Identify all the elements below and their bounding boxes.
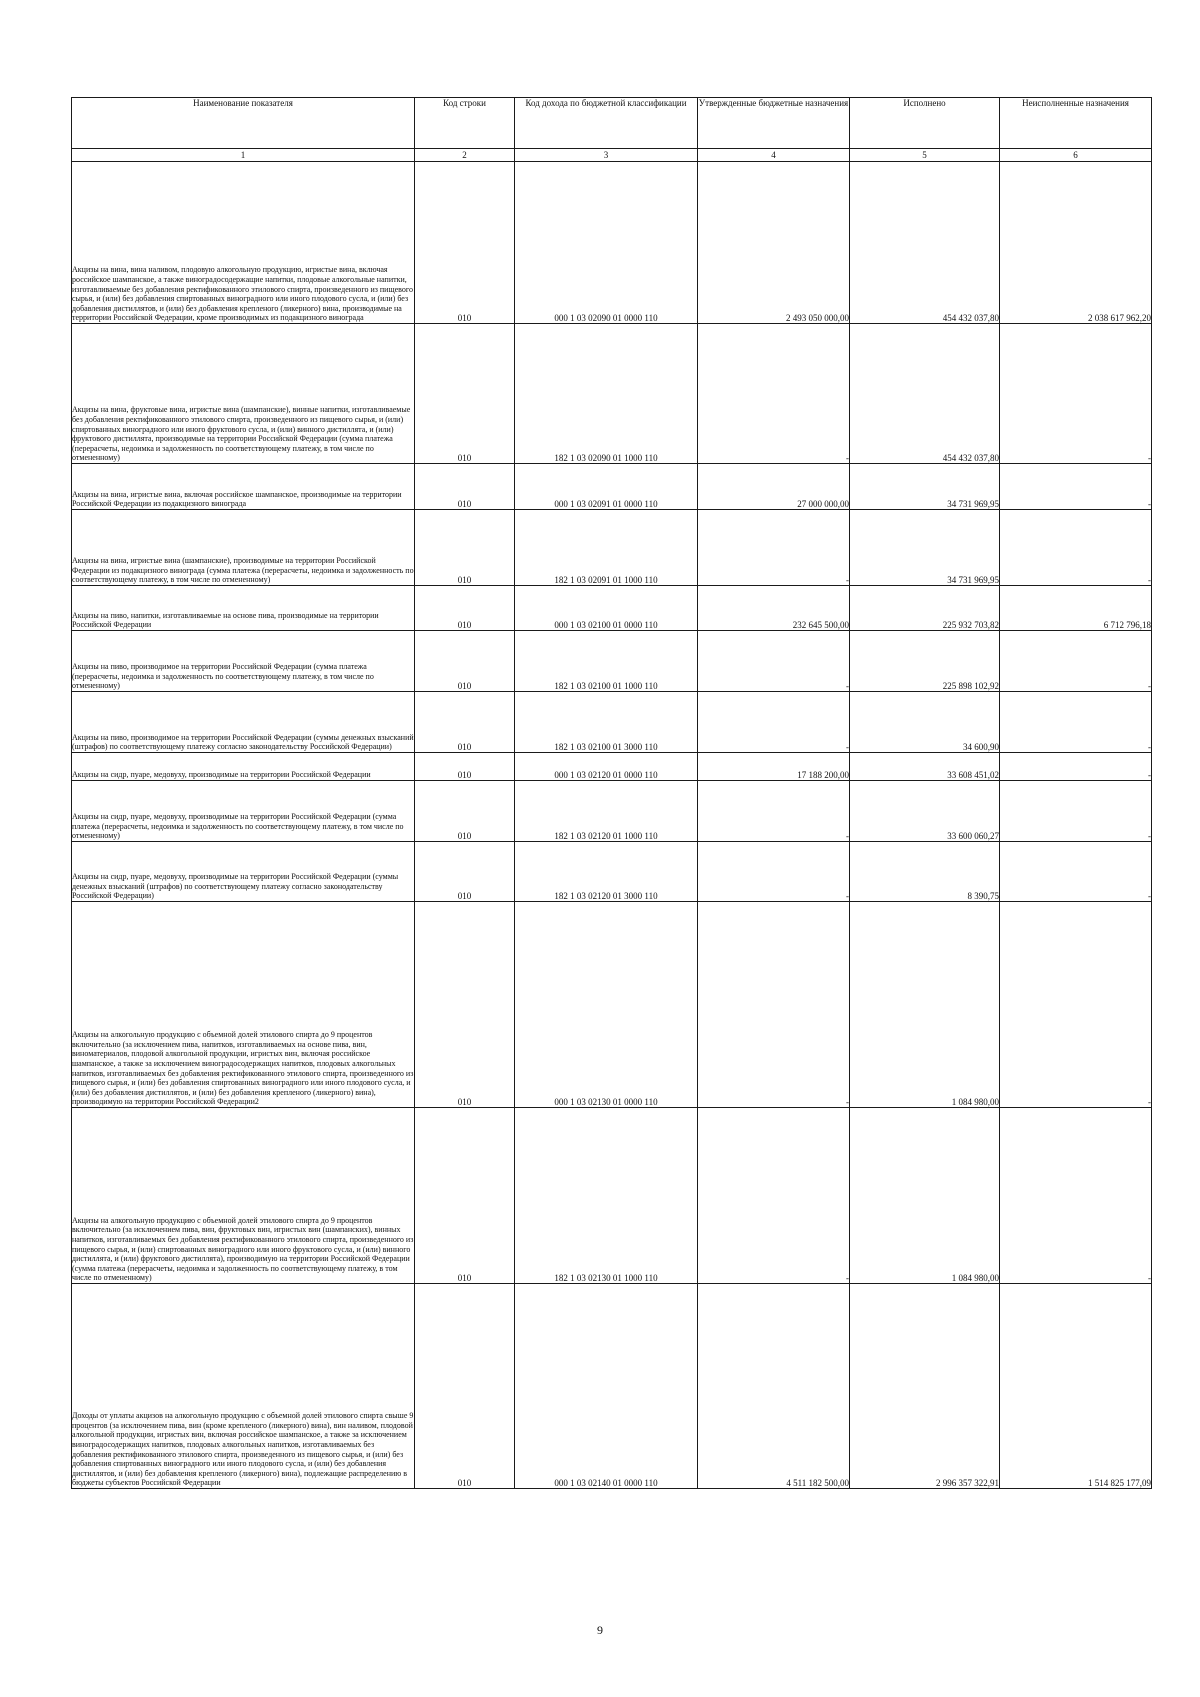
income-code: 000 1 03 02120 01 0000 110 [515,753,698,781]
unexecuted-amount: 1 514 825 177,09 [1000,1284,1152,1489]
income-code: 182 1 03 02091 01 1000 110 [515,510,698,586]
approved-amount: - [698,902,850,1108]
column-number: 6 [1000,149,1152,162]
income-code: 182 1 03 02130 01 1000 110 [515,1108,698,1284]
table-row [72,324,1152,464]
unexecuted-amount: - [1000,692,1152,753]
header-row [72,98,1152,149]
indicator-name: Акцизы на вина, игристые вина (шампанские), производимые на территории Российской Федерации из подакцизного винограда (сумма платежа (перерасчеты, недоимка и задолженность по соответствующему платежу, в том числе по отмененному) [72,510,415,586]
income-code: 182 1 03 02100 01 1000 110 [515,631,698,692]
table-row [72,753,1152,781]
table-row [72,631,1152,692]
income-code: 000 1 03 02090 01 0000 110 [515,162,698,324]
executed-amount: 225 932 703,82 [850,586,1000,631]
table-row [72,1284,1152,1489]
indicator-name: Акцизы на алкогольную продукцию с объемной долей этилового спирта до 9 процентов включительно (за исключением пива, вин, фруктовых вин, игристых вин (шампанских), винных напитков, изготавливаемых без добавления ректификованного этилового спирта, произведенного из пищевого сырья, и (или) спиртованных виноградного или иного фруктового сусла, и (или) винного дистиллята, и (или) фруктового дистиллята), производимую на территории Российской Федерации (сумма платежа (перерасчеты, недоимка и задолженность по соответствующему платежу, в том числе по отмененному) [72,1108,415,1284]
line-code: 010 [415,692,515,753]
line-code: 010 [415,753,515,781]
approved-amount: 4 511 182 500,00 [698,1284,850,1489]
line-code: 010 [415,324,515,464]
indicator-name: Доходы от уплаты акцизов на алкогольную продукцию с объемной долей этилового спирта свыше 9 процентов (за исключением пива, вин (кроме крепленого (ликерного) вина), вин наливом, плодовой алкогольной продукции, игристых вин, включая российское шампанское, а также за исключением виноградосодержащих напитков, плодовых алкогольных напитков, изготавливаемых без добавления ректификованного этилового спирта, произведенного из пищевого сырья, и (или) без добавления спиртованных виноградного или иного плодового сусла, и (или) без добавления дистиллятов, и (или) без добавления крепленого (ликерного) вина), подлежащие распределению в бюджеты субъектов Российской Федерации [72,1284,415,1489]
header-approved: Утвержденные бюджетные назначения [698,98,850,149]
executed-amount: 1 084 980,00 [850,1108,1000,1284]
indicator-name: Акцизы на пиво, напитки, изготавливаемые на основе пива, производимые на территории Российской Федерации [72,586,415,631]
approved-amount: 27 000 000,00 [698,464,850,510]
header-executed: Исполнено [850,98,1000,149]
approved-amount: - [698,842,850,902]
indicator-name: Акцизы на сидр, пуаре, медовуху, производимые на территории Российской Федерации (сумма платежа (перерасчеты, недоимка и задолженность по соответствующему платежу, в том числе по отмененному) [72,781,415,842]
indicator-name: Акцизы на пиво, производимое на территории Российской Федерации (суммы денежных взысканий (штрафов) по соответствующему платежу согласно законодательству Российской Федерации) [72,692,415,753]
income-code: 000 1 03 02140 01 0000 110 [515,1284,698,1489]
unexecuted-amount: - [1000,1108,1152,1284]
line-code: 010 [415,842,515,902]
page-number: 9 [597,1623,603,1637]
unexecuted-amount: - [1000,902,1152,1108]
income-code: 182 1 03 02100 01 3000 110 [515,692,698,753]
executed-amount: 454 432 037,80 [850,162,1000,324]
income-code: 182 1 03 02090 01 1000 110 [515,324,698,464]
table-row [72,842,1152,902]
approved-amount: 17 188 200,00 [698,753,850,781]
approved-amount: - [698,781,850,842]
column-number: 3 [515,149,698,162]
indicator-name: Акцизы на вина, вина наливом, плодовую алкогольную продукцию, игристые вина, включая российское шампанское, а также виноградосодержащие напитки, плодовые алкогольные напитки, изготавливаемые без добавления ректификованного этилового спирта, произведенного из пищевого сырья, и (или) без добавления спиртованных виноградного или иного плодового сусла, и (или) без добавления дистиллятов, и (или) без добавления крепленого (ликерного) вина, производимые на территории Российской Федерации, кроме производимых из подакцизного винограда [72,162,415,324]
executed-amount: 8 390,75 [850,842,1000,902]
line-code: 010 [415,510,515,586]
line-code: 010 [415,586,515,631]
approved-amount: - [698,692,850,753]
table-row [72,692,1152,753]
header-unexecuted: Неисполненные назначения [1000,98,1152,149]
header-indicator-name: Наименование показателя [72,98,415,149]
unexecuted-amount: - [1000,842,1152,902]
income-code: 000 1 03 02091 01 0000 110 [515,464,698,510]
line-code: 010 [415,1108,515,1284]
unexecuted-amount: 2 038 617 962,20 [1000,162,1152,324]
income-code: 182 1 03 02120 01 3000 110 [515,842,698,902]
column-number-row [72,149,1152,162]
line-code: 010 [415,1284,515,1489]
unexecuted-amount: 6 712 796,18 [1000,586,1152,631]
header-line-code: Код строки [415,98,515,149]
column-number: 1 [72,149,415,162]
table-row [72,162,1152,324]
unexecuted-amount: - [1000,464,1152,510]
indicator-name: Акцизы на сидр, пуаре, медовуху, производимые на территории Российской Федерации (суммы денежных взысканий (штрафов) по соответствующему платежу согласно законодательству Российской Федерации) [72,842,415,902]
line-code: 010 [415,631,515,692]
table-row [72,464,1152,510]
approved-amount: - [698,1108,850,1284]
income-code: 182 1 03 02120 01 1000 110 [515,781,698,842]
unexecuted-amount: - [1000,324,1152,464]
executed-amount: 2 996 357 322,91 [850,1284,1000,1489]
column-number: 2 [415,149,515,162]
indicator-name: Акцизы на сидр, пуаре, медовуху, производимые на территории Российской Федерации [72,753,415,781]
unexecuted-amount: - [1000,753,1152,781]
table-row [72,902,1152,1108]
approved-amount: 232 645 500,00 [698,586,850,631]
line-code: 010 [415,781,515,842]
table-row [72,510,1152,586]
indicator-name: Акцизы на пиво, производимое на территории Российской Федерации (сумма платежа (перерасчеты, недоимка и задолженность по соответствующему платежу, в том числе по отмененному) [72,631,415,692]
budget-execution-table [71,97,1152,1489]
unexecuted-amount: - [1000,631,1152,692]
line-code: 010 [415,902,515,1108]
approved-amount: - [698,324,850,464]
executed-amount: 34 731 969,95 [850,510,1000,586]
column-number: 4 [698,149,850,162]
unexecuted-amount: - [1000,510,1152,586]
executed-amount: 33 600 060,27 [850,781,1000,842]
income-code: 000 1 03 02130 01 0000 110 [515,902,698,1108]
executed-amount: 34 731 969,95 [850,464,1000,510]
table-row [72,1108,1152,1284]
line-code: 010 [415,162,515,324]
unexecuted-amount: - [1000,781,1152,842]
line-code: 010 [415,464,515,510]
income-code: 000 1 03 02100 01 0000 110 [515,586,698,631]
column-number: 5 [850,149,1000,162]
executed-amount: 1 084 980,00 [850,902,1000,1108]
header-income-code: Код дохода по бюджетной классификации [515,98,698,149]
indicator-name: Акцизы на вина, игристые вина, включая российское шампанское, производимые на территории Российской Федерации из подакцизного винограда [72,464,415,510]
indicator-name: Акцизы на вина, фруктовые вина, игристые вина (шампанские), винные напитки, изготавливаемые без добавления ректификованного этилового спирта, произведенного из пищевого сырья, и (или) спиртованных виноградного или иного фруктового сусла, и (или) винного дистиллята, и (или) фруктового дистиллята, производимые на территории Российской Федерации (сумма платежа (перерасчеты, недоимка и задолженность по соответствующему платежу, в том числе по отмененному) [72,324,415,464]
table-row [72,781,1152,842]
approved-amount: - [698,631,850,692]
executed-amount: 225 898 102,92 [850,631,1000,692]
executed-amount: 34 600,90 [850,692,1000,753]
indicator-name: Акцизы на алкогольную продукцию с объемной долей этилового спирта до 9 процентов включительно (за исключением пива, напитков, изготавливаемых на основе пива, вин, виноматериалов, плодовой алкогольной продукции, игристых вин, включая российское шампанское, а также за исключением виноградосодержащих напитков, плодовых алкогольных напитков, изготавливаемых без добавления ректификованного этилового спирта, произведенного из пищевого сырья, и (или) без добавления спиртованных виноградного или иного плодового сусла, и (или) без добавления дистиллятов, и (или) без добавления крепленого (ликерного) вина), производимую на территории Российской Федерации2 [72,902,415,1108]
approved-amount: - [698,510,850,586]
executed-amount: 33 608 451,02 [850,753,1000,781]
executed-amount: 454 432 037,80 [850,324,1000,464]
table-row [72,586,1152,631]
approved-amount: 2 493 050 000,00 [698,162,850,324]
